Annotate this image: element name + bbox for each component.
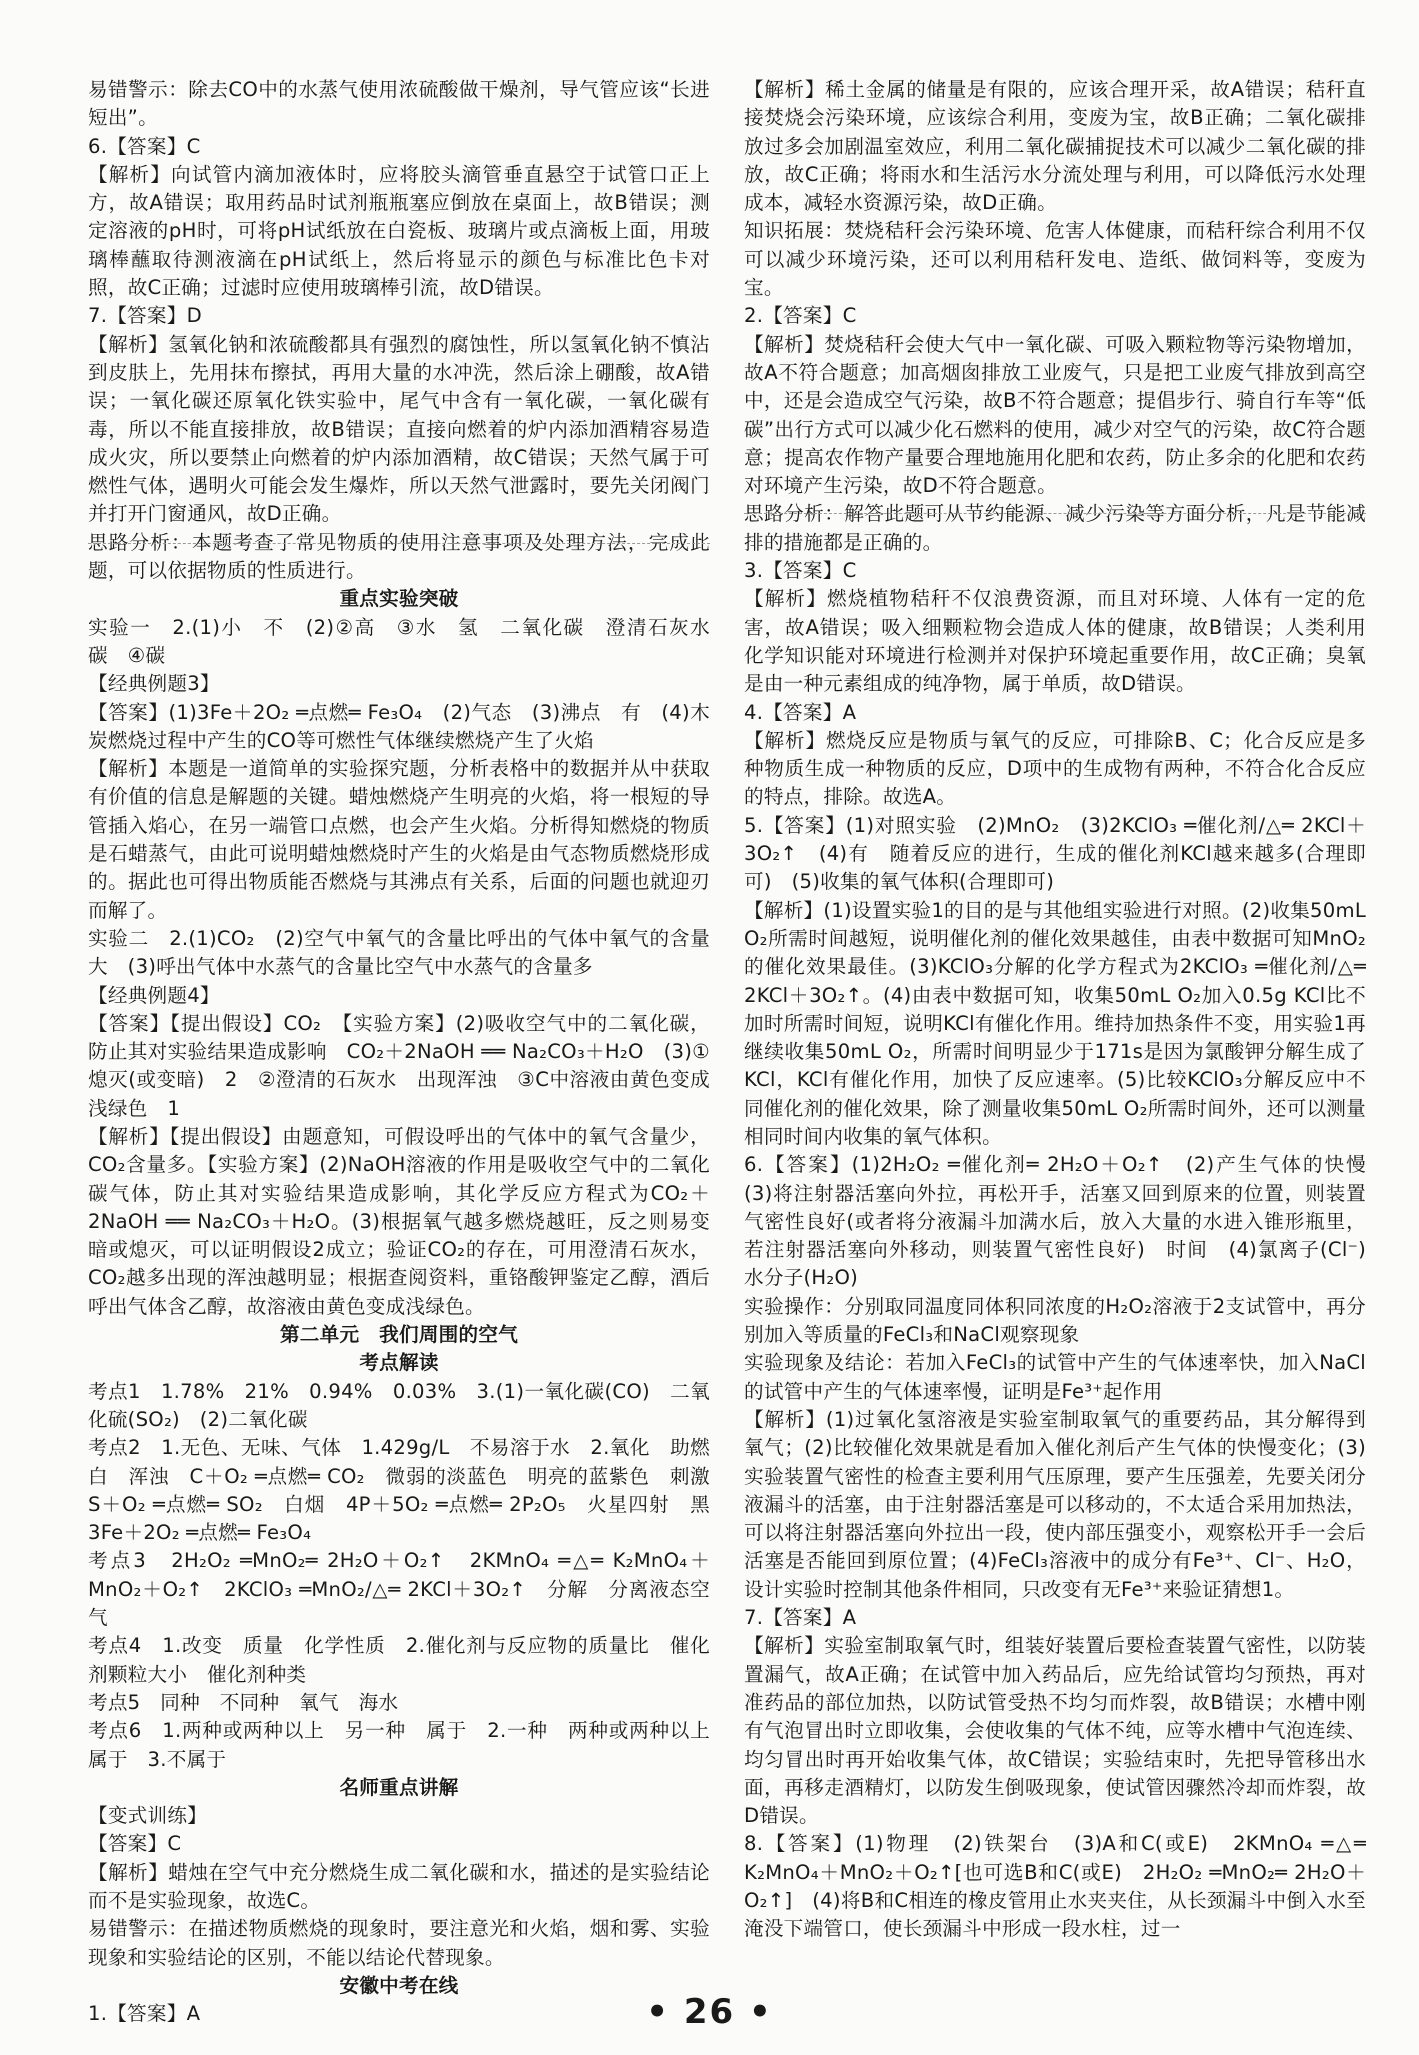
paragraph: 考点3 2H₂O₂ ═MnO₂═ 2H₂O＋O₂↑ 2KMnO₄ ═△═ K₂MnO₄＋MnO₂＋O₂↑ 2KClO₃ ═MnO₂/△═ 2KCl＋3O₂↑ 分解 分离液态空气 — [88, 1549, 710, 1630]
paragraph: 【解析】【提出假设】由题意知，可假设呼出的气体中的氧气含量少，CO₂含量多。【实验方案】(2)NaOH溶液的作用是吸收空气中的二氧化碳气体，防止其对实验结果造成影响，其化学反应方程式为CO₂＋2NaOH ══ Na₂CO₃＋H₂O。(3)根据氧气越多燃烧越旺，反之则易变暗或熄灭，可以证明假设2成立；验证CO₂的存在，可用澄清石灰水，CO₂越多出现的浑浊越明显；根据查阅资料，重铬酸钾鉴定乙醇，酒后呼出气体含乙醇，故溶液由黄色变成浅绿色。 — [88, 1124, 710, 1318]
paragraph: 【解析】焚烧秸秆会使大气中一氧化碳、可吸入颗粒物等污染物增加，故A不符合题意；加高烟囱排放工业废气，只是把工业废气排放到高空中，还是会造成空气污染，故B不符合题意；提倡步行、骑自行车等“低碳”出行方式可以减少化石燃料的使用，减少对空气的污染，故C符合题意；提高农作物产量要合理地施用化肥和农药，防止多余的化肥和农药对环境产生污染，故D不符合题意。 — [744, 332, 1366, 498]
paragraph: 【解析】燃烧反应是物质与氧气的反应，可排除B、C；化合反应是多种物质生成一种物质的反应，D项中的生成物有两种，不符合化合反应的特点，排除。故选A。 — [744, 728, 1366, 809]
paragraph: 思路分析：解答此题可从节约能源、减少污染等方面分析，凡是节能减排的措施都是正确的。 — [744, 502, 1366, 554]
paragraph: 考点5 同种 不同种 氧气 海水 — [88, 1690, 399, 1714]
paragraph: 考点1 1.78% 21% 0.94% 0.03% 3.(1)一氧化碳(CO) 二氧化硫(SO₂) (2)二氧化碳 — [88, 1379, 710, 1431]
paragraph: 【答案】【提出假设】CO₂ 【实验方案】(2)吸收空气中的二氧化碳，防止其对实验结果造成影响 CO₂＋2NaOH ══ Na₂CO₃＋H₂O (3)①熄灭(或变暗) 2 ②澄清的石灰水 出现浑浊 ③C中溶液由黄色变成浅绿色 1 — [88, 1011, 710, 1120]
paragraph: 【解析】氢氧化钠和浓硫酸都具有强烈的腐蚀性，所以氢氧化钠不慎沾到皮肤上，先用抹布擦拭，再用大量的水冲洗，然后涂上硼酸，故A错误；一氧化碳还原氧化铁实验中，尾气中含有一氧化碳，一氧化碳有毒，所以不能直接排放，故B错误；直接向燃着的炉内添加酒精容易造成火灾，所以要禁止向燃着的炉内添加酒精，故C错误；天然气属于可燃性气体，遇明火可能会发生爆炸，所以天然气泄露时，要先关闭阀门并打开门窗通风，故D正确。 — [88, 332, 710, 526]
paragraph: 【经典例题3】 — [88, 672, 220, 696]
section-divider — [744, 513, 1366, 514]
section-heading: 第二单元 我们周围的空气 — [279, 1323, 519, 1347]
paragraph: 实验操作：分别取同温度同体积同浓度的H₂O₂溶液于2支试管中，再分别加入等质量的FeCl₃和NaCl观察现象 — [744, 1294, 1366, 1347]
paragraph: 4.【答案】A — [744, 700, 857, 724]
page-number: • 26 • — [646, 1992, 773, 2032]
paragraph: 【答案】(1)3Fe＋2O₂ ═点燃═ Fe₃O₄ (2)气态 (3)沸点 有 (4)木炭燃烧过程中产生的CO等可燃性气体继续燃烧产生了火焰 — [88, 700, 710, 752]
section-heading: 安徽中考在线 — [339, 1973, 459, 1997]
paragraph: 实验现象及结论：若加入FeCl₃的试管中产生的气体速率快，加入NaCl的试管中产生的气体速率慢，证明是Fe³⁺起作用 — [744, 1351, 1366, 1403]
paragraph: 7.【答案】A — [744, 1606, 857, 1630]
paragraph: 易错警示：除去CO中的水蒸气使用浓硫酸做干燥剂，导气管应该“长进短出”。 — [88, 78, 710, 130]
paragraph: 8.【答案】(1)物理 (2)铁架台 (3)A和C(或E) 2KMnO₄ ═△═ K₂MnO₄＋MnO₂＋O₂↑[也可选B和C(或E) 2H₂O₂ ═MnO₂═ 2H₂O＋O₂↑] (4)将B和C相连的橡皮管用止水夹夹住，从长颈漏斗中倒入水至淹没下端管口，使长颈漏斗中形成一段水柱，过一 — [744, 1832, 1366, 1941]
paragraph: 【经典例题4】 — [88, 983, 220, 1007]
paragraph: 知识拓展：焚烧秸秆会污染环境、危害人体健康，而秸秆综合利用不仅可以减少环境污染，还可以利用秸秆发电、造纸、做饲料等，变废为宝。 — [744, 219, 1366, 300]
paragraph: 易错警示：在描述物质燃烧的现象时，要注意光和火焰，烟和雾、实验现象和实验结论的区别，不能以结论代替现象。 — [88, 1917, 710, 1969]
paragraph: 【解析】本题是一道简单的实验探究题，分析表格中的数据并从中获取有价值的信息是解题的关键。蜡烛燃烧产生明亮的火焰，将一根短的导管插入焰心，在另一端管口点燃，也会产生火焰。分析得知燃烧的物质是石蜡蒸气，由此可说明蜡烛燃烧时产生的火焰是由气态物质燃烧形成的。据此也可得出物质能否燃烧与其沸点有关系，后面的问题也就迎刃而解了。 — [88, 757, 710, 922]
paragraph: 实验一 2.(1)小 不 (2)②高 ③水 氢 二氧化碳 澄清石灰水 碳 ④碳 — [88, 615, 730, 667]
paragraph: 【解析】稀土金属的储量是有限的，应该合理开采，故A错误；秸秆直接焚烧会污染环境，应该综合利用，变废为宝，故B正确；二氧化碳排放过多会加剧温室效应，利用二氧化碳捕捉技术可以减少二氧化碳的排放，故C正确；将雨水和生活污水分流处理与利用，可以降低污水处理成本，减轻水资源污染，故D正确。 — [744, 78, 1366, 215]
section-heading: 考点解读 — [359, 1351, 439, 1375]
paragraph: 【变式训练】 — [88, 1804, 208, 1828]
paragraph: 5.【答案】(1)对照实验 (2)MnO₂ (3)2KClO₃ ═催化剂/△═ 2KCl＋3O₂↑ (4)有 随着反应的进行，生成的催化剂KCl越来越多(合理即可) (5)收集的氧气体积(合理即可) — [744, 813, 1366, 894]
paragraph: 【解析】(1)设置实验1的目的是与其他组实验进行对照。(2)收集50mL O₂所需时间越短，说明催化剂的催化效果越佳，由表中数据可知MnO₂的催化效果最佳。(3)KClO₃分解的化学方程式为2KClO₃ ═催化剂/△═ 2KCl＋3O₂↑。(4)由表中数据可知，收集50mL O₂加入0.5g KCl比不加时所需时间短，说明KCl有催化作用。维持加热条件不变，用实验1再继续收集50mL O₂，所需时间明显少于171s是因为氯酸钾分解生成了KCl，KCl有催化作用，加快了反应速率。(5)比较KClO₃分解反应中不同催化剂的催化效果，除了测量收集50mL O₂所需时间外，还可以测量相同时间内收集的氧气体积。 — [744, 898, 1366, 1148]
paragraph: 考点4 1.改变 质量 化学性质 2.催化剂与反应物的质量比 催化剂颗粒大小 催化剂种类 — [88, 1634, 710, 1686]
paragraph: 考点6 1.两种或两种以上 另一种 属于 2.一种 两种或两种以上 属于 3.不属于 — [88, 1719, 730, 1771]
right-column — [744, 76, 1386, 1944]
paragraph: 6.【答案】C — [88, 134, 201, 158]
paragraph: 【解析】蜡烛在空气中充分燃烧生成二氧化碳和水，描述的是实验结论而不是实验现象，故选C。 — [88, 1860, 710, 1912]
paragraph: 【解析】(1)过氧化氢溶液是实验室制取氧气的重要药品，其分解得到氧气；(2)比较催化效果就是看加入催化剂后产生气体的快慢变化；(3)实验装置气密性的检查主要利用气压原理，要产生压强差，先要关闭分液漏斗的活塞，由于注射器活塞是可以移动的，不太适合采用加热法，可以将注射器活塞向外拉出一段，使内部压强变小，观察松开手一会后活塞是否能回到原位置；(4)FeCl₃溶液中的成分有Fe³⁺、Cl⁻、H₂O，设计实验时控制其他条件相同，只改变有无Fe³⁺来验证猜想1。 — [744, 1407, 1366, 1601]
paragraph: 2.【答案】C — [744, 304, 857, 328]
section-divider — [88, 543, 710, 544]
paragraph: 考点2 1.无色、无味、气体 1.429g/L 不易溶于水 2.氧化 助燃 白 浑浊 C＋O₂ ═点燃═ CO₂ 微弱的淡蓝色 明亮的蓝紫色 刺激 S＋O₂ ═点燃═ SO₂ 白烟 4P＋5O₂ ═点燃═ 2P₂O₅ 火星四射 黑 3Fe＋2O₂ ═点燃═ Fe₃O₄ — [88, 1436, 730, 1545]
section-heading: 重点实验突破 — [339, 587, 459, 611]
paragraph: 3.【答案】C — [744, 559, 857, 583]
paragraph: 【解析】向试管内滴加液体时，应将胶头滴管垂直悬空于试管口正上方，故A错误；取用药品时试剂瓶瓶塞应倒放在桌面上，故B错误；测定溶液的pH时，可将pH试纸放在白瓷板、玻璃片或点滴板上面，用玻璃棒蘸取待测液滴在pH试纸上，然后将显示的颜色与标准比色卡对照，故C正确；过滤时应使用玻璃棒引流，故D错误。 — [88, 162, 710, 300]
section-heading: 名师重点讲解 — [339, 1775, 459, 1799]
paragraph: 实验二 2.(1)CO₂ (2)空气中氧气的含量比呼出的气体中氧气的含量大 (3)呼出气体中水蒸气的含量比空气中水蒸气的含量多 — [88, 926, 710, 979]
paragraph: 思路分析：本题考查了常见物质的使用注意事项及处理方法，完成此题，可以依据物质的性质进行。 — [88, 530, 710, 583]
paragraph: 【解析】燃烧植物秸秆不仅浪费资源，而且对环境、人体有一定的危害，故A错误；吸入细颗粒物会造成人体的健康，故B错误；人类利用化学知识能对环境进行检测并对保护环境起重要作用，故C正确；臭氧是由一种元素组成的纯净物，属于单质，故D错误。 — [744, 587, 1366, 696]
paragraph: 7.【答案】D — [88, 304, 202, 328]
paragraph: 【答案】C — [88, 1832, 182, 1856]
paragraph: 【解析】实验室制取氧气时，组装好装置后要检查装置气密性，以防装置漏气，故A正确；在试管中加入药品后，应先给试管均匀预热，再对准药品的部位加热，以防试管受热不均匀而炸裂，故B错误；水槽中刚有气泡冒出时立即收集，会使收集的气体不纯，应等水槽中气泡连续、均匀冒出时再开始收集气体，故C错误；实验结束时，先把导管移出水面，再移走酒精灯，以防发生倒吸现象，使试管因骤然冷却而炸裂，故D错误。 — [744, 1634, 1366, 1828]
paragraph: 6.【答案】(1)2H₂O₂ ═催化剂═ 2H₂O＋O₂↑ (2)产生气体的快慢 (3)将注射器活塞向外拉，再松开手，活塞又回到原来的位置，则装置气密性良好(或者将分液漏斗加满水后，放入大量的水进入锥形瓶里，若注射器活塞向外移动，则装置气密性良好) 时间 (4)氯离子(Cl⁻) 水分子(H₂O) — [744, 1153, 1386, 1290]
paragraph: 1.【答案】A — [88, 2002, 201, 2026]
